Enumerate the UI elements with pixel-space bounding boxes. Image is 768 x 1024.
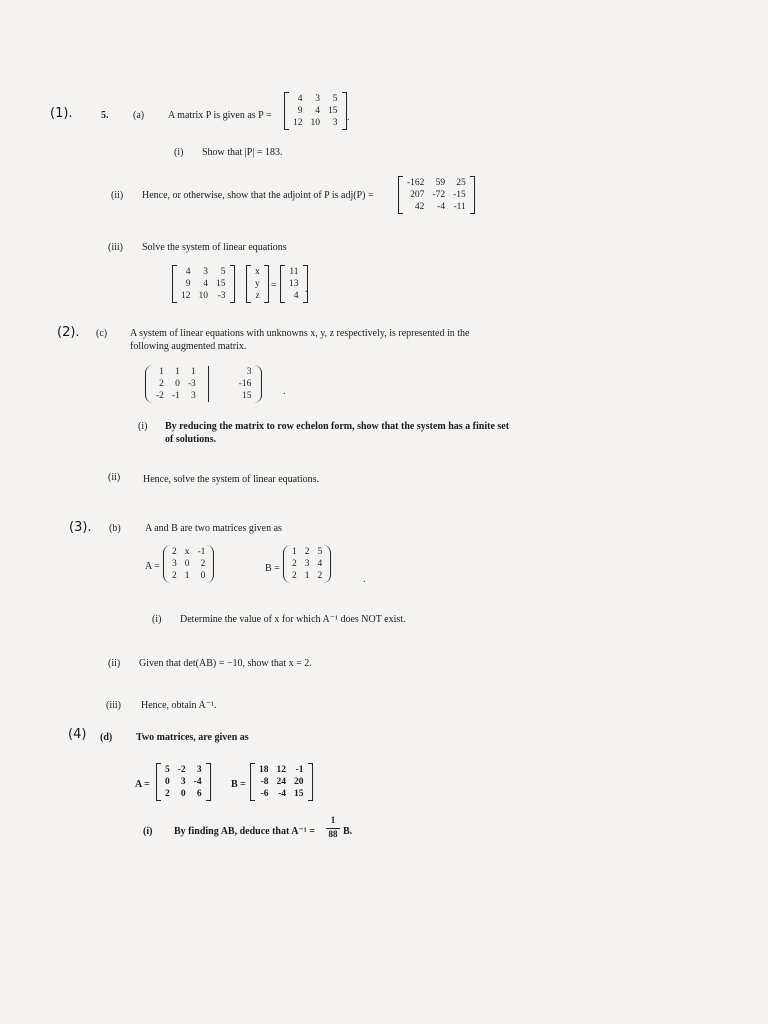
- matrix-cell: 59: [435, 178, 446, 188]
- fraction-numerator: 1: [330, 815, 336, 825]
- matrix-cell: x: [255, 267, 260, 277]
- matrix-cell: 0: [200, 571, 206, 581]
- matrix-cell: 207: [410, 190, 425, 200]
- q4-handwritten-number: (4): [68, 727, 87, 742]
- matrix-cell: 2: [172, 571, 177, 581]
- matrix-cell: -162: [407, 178, 425, 188]
- matrix-cell: 15: [216, 279, 226, 289]
- q1-iii-text: Solve the system of linear equations: [142, 242, 287, 253]
- matrix-cell: 2: [172, 547, 177, 557]
- q2-part-label: (c): [96, 328, 108, 339]
- q2-ii-label: (ii): [108, 472, 121, 483]
- q3-iii-label: (iii): [106, 700, 121, 711]
- matrix-cell: 25: [456, 178, 466, 188]
- matrix-cell: 5: [220, 267, 226, 277]
- q3-ii-text: Given that det(AB) = −10, show that x = 2.: [139, 658, 312, 669]
- matrix-cell: 1: [184, 571, 190, 581]
- matrix-cell: -11: [453, 202, 466, 212]
- matrix-cell: z: [255, 291, 260, 301]
- matrix-B-q4: [250, 763, 313, 801]
- matrix-A-q4: [156, 763, 211, 801]
- matrix-cell: 3: [332, 118, 338, 128]
- matrix-cell: x: [184, 547, 190, 557]
- matrix-cell: 11: [289, 267, 299, 277]
- q4-i-label: (i): [143, 826, 153, 837]
- matrix-adjP: [398, 176, 475, 214]
- matrix-cell: -15: [453, 190, 466, 200]
- matrix-cell: 10: [198, 291, 208, 301]
- matrix-cell: 1: [304, 571, 310, 581]
- q2-i-text-line1: By reducing the matrix to row echelon form, show that the system has a finite set: [165, 421, 510, 432]
- matrix-cell: 1: [292, 547, 297, 557]
- matrix-cell: -16: [238, 379, 252, 389]
- q1-part-label: (a): [133, 110, 145, 121]
- matrix-cell: 0: [175, 379, 180, 389]
- q1-ii-text: Hence, or otherwise, show that the adjoint of P is adj(P) =: [142, 190, 374, 201]
- matrix-cell: -4: [278, 789, 286, 799]
- q4-i-tail: B.: [343, 826, 353, 837]
- vector-xyz: [246, 265, 269, 303]
- matrix-cell: 5: [165, 765, 170, 775]
- q1-intro: A matrix P is given as P =: [168, 110, 272, 121]
- matrix-cell: 1: [159, 367, 164, 377]
- matrix-cell: 3: [246, 367, 252, 377]
- matrix-cell: 3: [172, 559, 177, 569]
- q1-iii-label: (iii): [108, 242, 123, 253]
- q3-i-label: (i): [152, 614, 162, 625]
- matrix-cell: 12: [293, 118, 303, 128]
- matrix-cell: 3: [180, 777, 186, 787]
- q3-part-label: (b): [109, 523, 121, 534]
- matrix-cell: 15: [328, 106, 338, 116]
- matrix-cell: 3: [196, 765, 202, 775]
- matrix-cell: -6: [260, 789, 269, 799]
- q2-ii-text: Hence, solve the system of linear equations.: [143, 474, 320, 485]
- q1-equals: =: [271, 280, 277, 291]
- matrix-cell: 2: [292, 571, 297, 581]
- q4-i-text: By finding AB, deduce that A⁻¹ =: [174, 826, 315, 837]
- matrix-cell: 24: [276, 777, 286, 787]
- vector-rhs: [280, 265, 308, 303]
- q3-ii-label: (ii): [108, 658, 121, 669]
- matrix-cell: 20: [294, 777, 304, 787]
- q3-iii-text: Hence, obtain A⁻¹.: [141, 700, 217, 711]
- matrix-cell: 4: [203, 279, 208, 289]
- augmented-left: [152, 366, 200, 402]
- matrix-P: [284, 92, 347, 130]
- matrix-cell: 3: [191, 391, 196, 401]
- matrix-cell: 15: [294, 789, 304, 799]
- matrix-cell: -3: [187, 379, 196, 389]
- matrix-cell: 1: [191, 367, 196, 377]
- matrix-B-q3: [283, 545, 331, 583]
- matrix-cell: 1: [175, 367, 180, 377]
- matrix-cell: 4: [293, 291, 299, 301]
- q2-i-label: (i): [138, 421, 148, 432]
- matrix-cell: 4: [315, 106, 320, 116]
- matrix-cell: 0: [180, 789, 186, 799]
- q1-i-text: Show that |P| = 183.: [202, 147, 283, 158]
- q4-intro: Two matrices, are given as: [136, 732, 249, 743]
- matrix-cell: 5: [317, 547, 323, 557]
- augmented-divider: [208, 366, 209, 402]
- q3-intro: A and B are two matrices given as: [145, 523, 282, 534]
- matrix-A-q3: [163, 545, 214, 583]
- matrix-cell: 2: [200, 559, 206, 569]
- matrix-cell: 2: [317, 571, 323, 581]
- matrix-cell: -1: [295, 765, 304, 775]
- matrix-cell: 2: [304, 547, 310, 557]
- matrix-coefficients: [172, 265, 235, 303]
- augmented-right: [217, 366, 256, 402]
- q4-part-label: (d): [100, 732, 113, 743]
- q1-handwritten-number: (1).: [50, 106, 73, 121]
- matrix-cell: 42: [414, 202, 425, 212]
- q1-period: .: [347, 112, 350, 123]
- matrix-cell: 3: [203, 267, 208, 277]
- q2-aug-period: .: [283, 386, 286, 397]
- q2-i-text-line2: of solutions.: [165, 434, 217, 445]
- matrix-cell: -1: [171, 391, 180, 401]
- q2-intro-line1: A system of linear equations with unknowns x, y, z respectively, is represented in the: [130, 328, 470, 339]
- q1-number: 5.: [101, 110, 109, 121]
- q2-intro-line2: following augmented matrix.: [130, 341, 247, 352]
- fraction-denominator: 88: [328, 829, 338, 839]
- matrix-cell: -72: [432, 190, 446, 200]
- matrix-cell: 12: [181, 291, 191, 301]
- q4-B-label: B =: [231, 779, 246, 790]
- q3-period: .: [363, 574, 366, 585]
- matrix-cell: -8: [260, 777, 269, 787]
- matrix-cell: -2: [177, 765, 186, 775]
- matrix-cell: -4: [437, 202, 446, 212]
- matrix-cell: 2: [292, 559, 297, 569]
- matrix-cell: 13: [289, 279, 299, 289]
- augmented-matrix: [145, 365, 262, 403]
- matrix-cell: 5: [332, 94, 338, 104]
- matrix-cell: 0: [184, 559, 190, 569]
- q3-A-label: A =: [145, 561, 160, 572]
- q4-A-label: A =: [135, 779, 150, 790]
- matrix-cell: 12: [276, 765, 286, 775]
- matrix-cell: -1: [197, 547, 206, 557]
- q3-B-label: B =: [265, 563, 280, 574]
- matrix-cell: 9: [185, 279, 191, 289]
- q1-iii-period: .: [305, 284, 308, 295]
- matrix-cell: 0: [165, 777, 170, 787]
- matrix-cell: 4: [185, 267, 191, 277]
- matrix-cell: 2: [159, 379, 164, 389]
- q3-handwritten-number: (3).: [69, 520, 92, 535]
- matrix-cell: -2: [156, 391, 164, 401]
- q1-i-label: (i): [174, 147, 184, 158]
- matrix-cell: 4: [317, 559, 323, 569]
- q3-i-text: Determine the value of x for which A⁻¹ does NOT exist.: [180, 614, 406, 625]
- q2-handwritten-number: (2).: [57, 325, 80, 340]
- matrix-cell: y: [255, 279, 260, 289]
- matrix-cell: 10: [310, 118, 320, 128]
- matrix-cell: 15: [241, 391, 252, 401]
- matrix-cell: 2: [165, 789, 170, 799]
- matrix-cell: 18: [259, 765, 269, 775]
- matrix-cell: 4: [297, 94, 303, 104]
- matrix-cell: 3: [315, 94, 320, 104]
- matrix-cell: -3: [217, 291, 226, 301]
- matrix-cell: 3: [304, 559, 310, 569]
- matrix-cell: 9: [297, 106, 303, 116]
- q1-ii-label: (ii): [111, 190, 124, 201]
- matrix-cell: -4: [193, 777, 202, 787]
- matrix-cell: 6: [196, 789, 202, 799]
